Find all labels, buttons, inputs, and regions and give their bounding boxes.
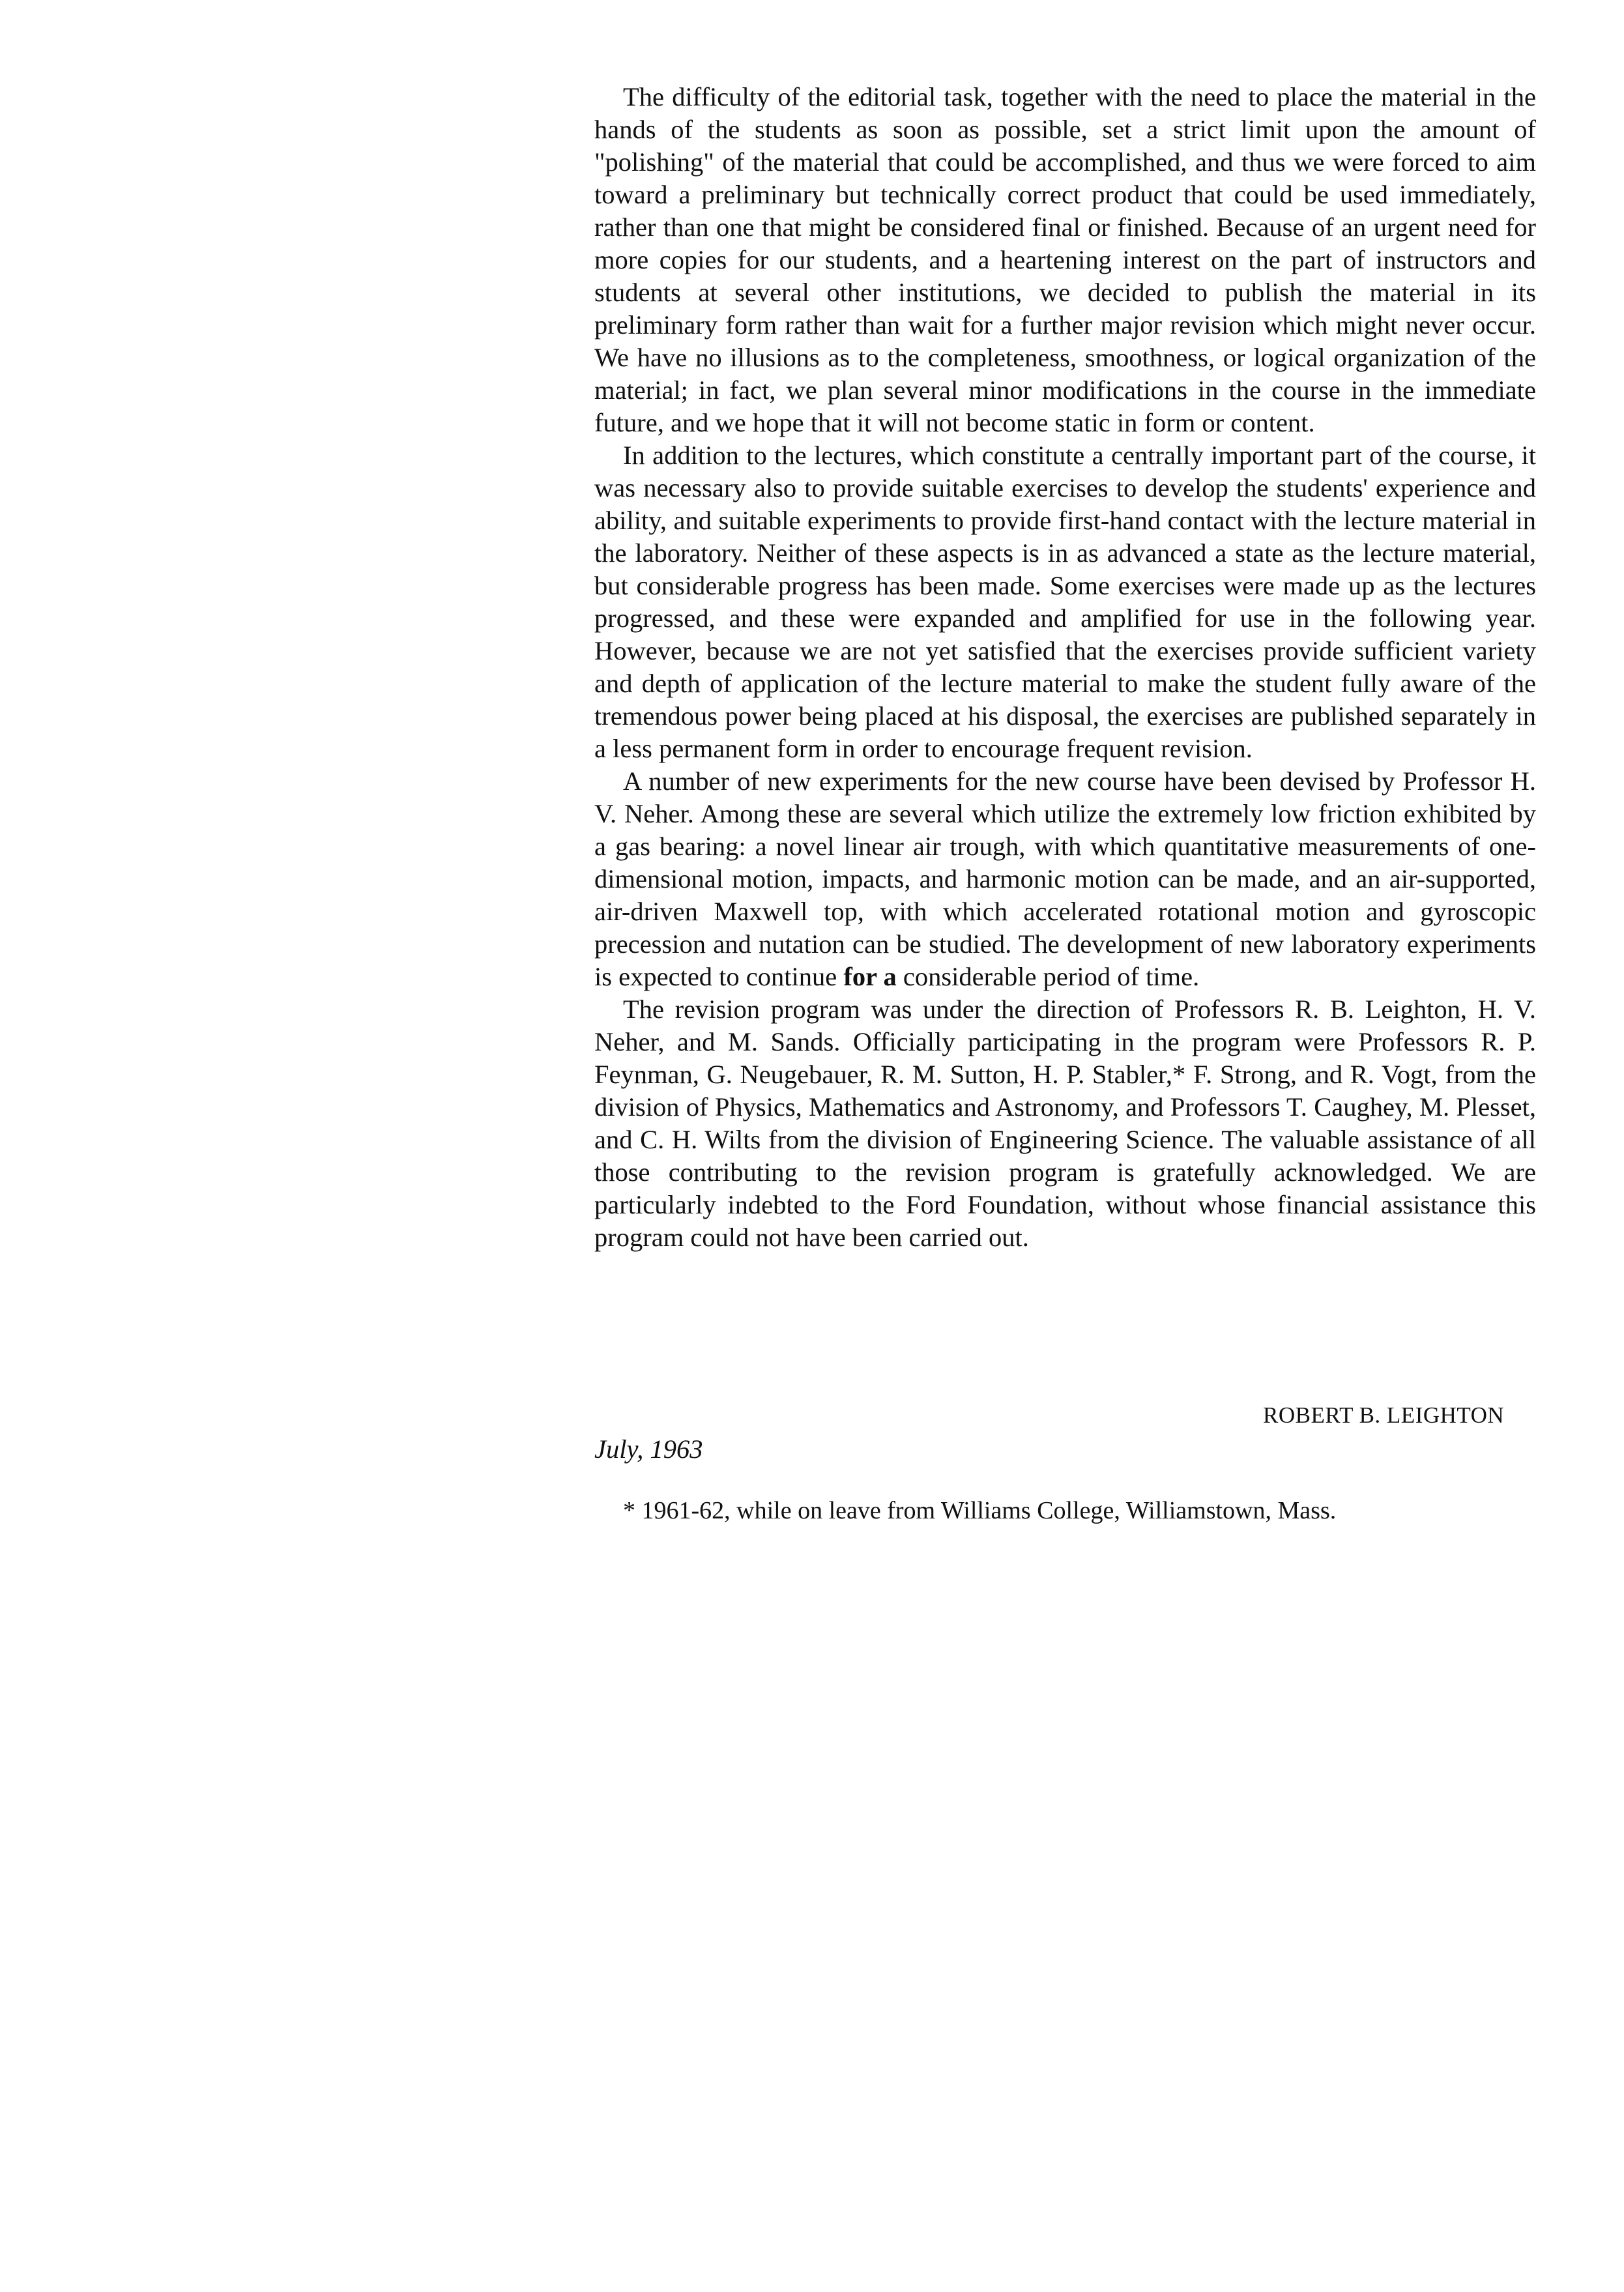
preface-body (594, 81, 1536, 1254)
author-signature: ROBERT B. LEIGHTON (1263, 1402, 1505, 1428)
paragraph-experiments (594, 765, 1536, 993)
footnote: * 1961-62, while on leave from Williams College, Williamstown, Mass. (623, 1497, 1337, 1524)
paragraph-experiments-text: A number of new experiments for the new course have been devised by Professor H. V. Neher. Among these are several which utilize the extremely low friction exhibited by a gas bearing: a novel linear air trough, with which quantitative measurements of one-dimensional motion, impacts, and harmonic motion can be made, and an air-supported, air-driven Maxwell top, with which accelerated rotational motion and gyroscopic precession and nutation can be studied. The development of new laboratory experiments is expected to continue (594, 766, 1536, 991)
paragraph-experiments-end: considerable period of time. (896, 962, 1200, 991)
paragraph-editorial-task: The difficulty of the editorial task, together with the need to place the material in the hands of the students as soon as possible, set a strict limit upon the amount of "polishing" of the material that could be accomplished, and thus we were forced to aim toward a preliminary but technically correct product that could be used immediately, rather than one that might be considered final or finished. Because of an urgent need for more copies for our students, and a heartening interest on the part of instructors and students at several other institutions, we decided to publish the material in its preliminary form rather than wait for a further major revision which might never occur. We have no illusions as to the completeness, smoothness, or logical organization of the material; in fact, we plan several minor modifications in the course in the immediate future, and we hope that it will not become static in form or content. (594, 82, 1536, 437)
paragraph-revision-program: The revision program was under the direction of Professors R. B. Leighton, H. V. Neher, and M. Sands. Officially participating in the program were Professors R. P. Feynman, G. Neugebauer, R. M. Sutton, H. P. Stabler,* F. Strong, and R. Vogt, from the division of Physics, Mathematics and Astronomy, and Professors T. Caughey, M. Plesset, and C. H. Wilts from the division of Engineering Science. The valuable assistance of all those contributing to the revision program is gratefully acknowledged. We are particularly indebted to the Ford Foundation, without whose financial assistance this program could not have been carried out. (594, 994, 1536, 1252)
bold-phrase: for a (843, 962, 897, 991)
date-line: July, 1963 (594, 1434, 703, 1464)
paragraph-exercises: In addition to the lectures, which constitute a centrally important part of the course, it was necessary also to provide suitable exercises to develop the students' experience and ability, and suitable experiments to provide first-hand contact with the lecture material in the laboratory. Neither of these aspects is in as advanced a state as the lecture material, but considerable progress has been made. Some exercises were made up as the lectures progressed, and these were expanded and amplified for use in the following year. However, because we are not yet satisfied that the exercises provide sufficient variety and depth of application of the lecture material to make the student fully aware of the tremendous power being placed at his disposal, the exercises are published separately in a less permanent form in order to encourage frequent revision. (594, 441, 1536, 763)
